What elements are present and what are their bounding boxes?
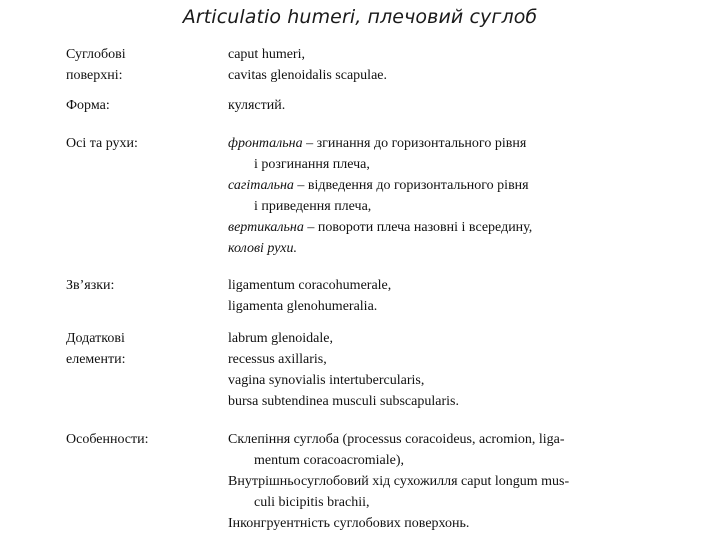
content-features — [228, 429, 668, 534]
feature-line: Склепіння суглоба (processus coracoideus, acromion, liga- — [228, 432, 565, 447]
content-line: cavitas glenoidalis scapulae. — [228, 68, 387, 83]
content-line: vagina synovialis intertubercularis, — [228, 373, 425, 388]
content-line: recessus axillaris, — [228, 352, 327, 367]
feature-continuation: mentum coracoacromiale), — [254, 453, 405, 468]
axis-vertical — [228, 217, 668, 238]
label-line: Осі та рухи: — [66, 136, 138, 151]
label-features — [66, 429, 216, 450]
content-line: ligamentum coracohumerale, — [228, 278, 392, 293]
content-axes-movements — [228, 133, 668, 259]
content-articular-surfaces — [228, 44, 668, 86]
axis-continuation: і розгинання плеча, — [254, 157, 370, 172]
feature-line: Інконгруентність суглобових поверхонь. — [228, 516, 470, 531]
axis-text: – відведення до горизонтального рівня — [293, 178, 529, 193]
label-line: Зв’язки: — [66, 278, 115, 293]
label-articular-surfaces — [66, 44, 216, 86]
label-additional-elements — [66, 328, 216, 370]
axis-sagittal — [228, 175, 668, 196]
label-ligaments — [66, 275, 216, 296]
axis-term: вертикальна — [228, 220, 304, 235]
label-shape — [66, 95, 216, 116]
feature-continuation: culi bicipitis brachii, — [254, 495, 370, 510]
axis-term: фронтальна — [228, 136, 303, 151]
axis-term: сагітальна — [228, 178, 294, 193]
content-line: labrum glenoidale, — [228, 331, 333, 346]
feature-line: Внутрішньосуглобовий хід сухожилля caput longum mus- — [228, 474, 570, 489]
label-axes-movements — [66, 133, 216, 154]
axis-frontal — [228, 133, 668, 154]
label-line: поверхні: — [66, 68, 123, 83]
axis-text: – згинання до горизонтального рівня — [302, 136, 527, 151]
label-line: Додаткові — [66, 331, 125, 346]
content-ligaments — [228, 275, 668, 317]
label-line: Форма: — [66, 98, 110, 113]
content-line: caput humeri, — [228, 47, 305, 62]
page-title: Articulatio humeri, плечовий суглоб — [182, 6, 538, 28]
content-shape — [228, 95, 668, 116]
axis-text: – повороти плеча назовні і всередину, — [303, 220, 533, 235]
label-line: елементи: — [66, 352, 126, 367]
content-line: ligamenta glenohumeralia. — [228, 299, 378, 314]
content-line: кулястий. — [228, 98, 286, 113]
label-line: Особенности: — [66, 432, 149, 447]
axis-continuation: колові рухи. — [228, 241, 297, 256]
label-line: Суглобові — [66, 47, 126, 62]
content-line: bursa subtendinea musculi subscapularis. — [228, 394, 459, 409]
axis-continuation: і приведення плеча, — [254, 199, 372, 214]
content-additional-elements — [228, 328, 668, 412]
